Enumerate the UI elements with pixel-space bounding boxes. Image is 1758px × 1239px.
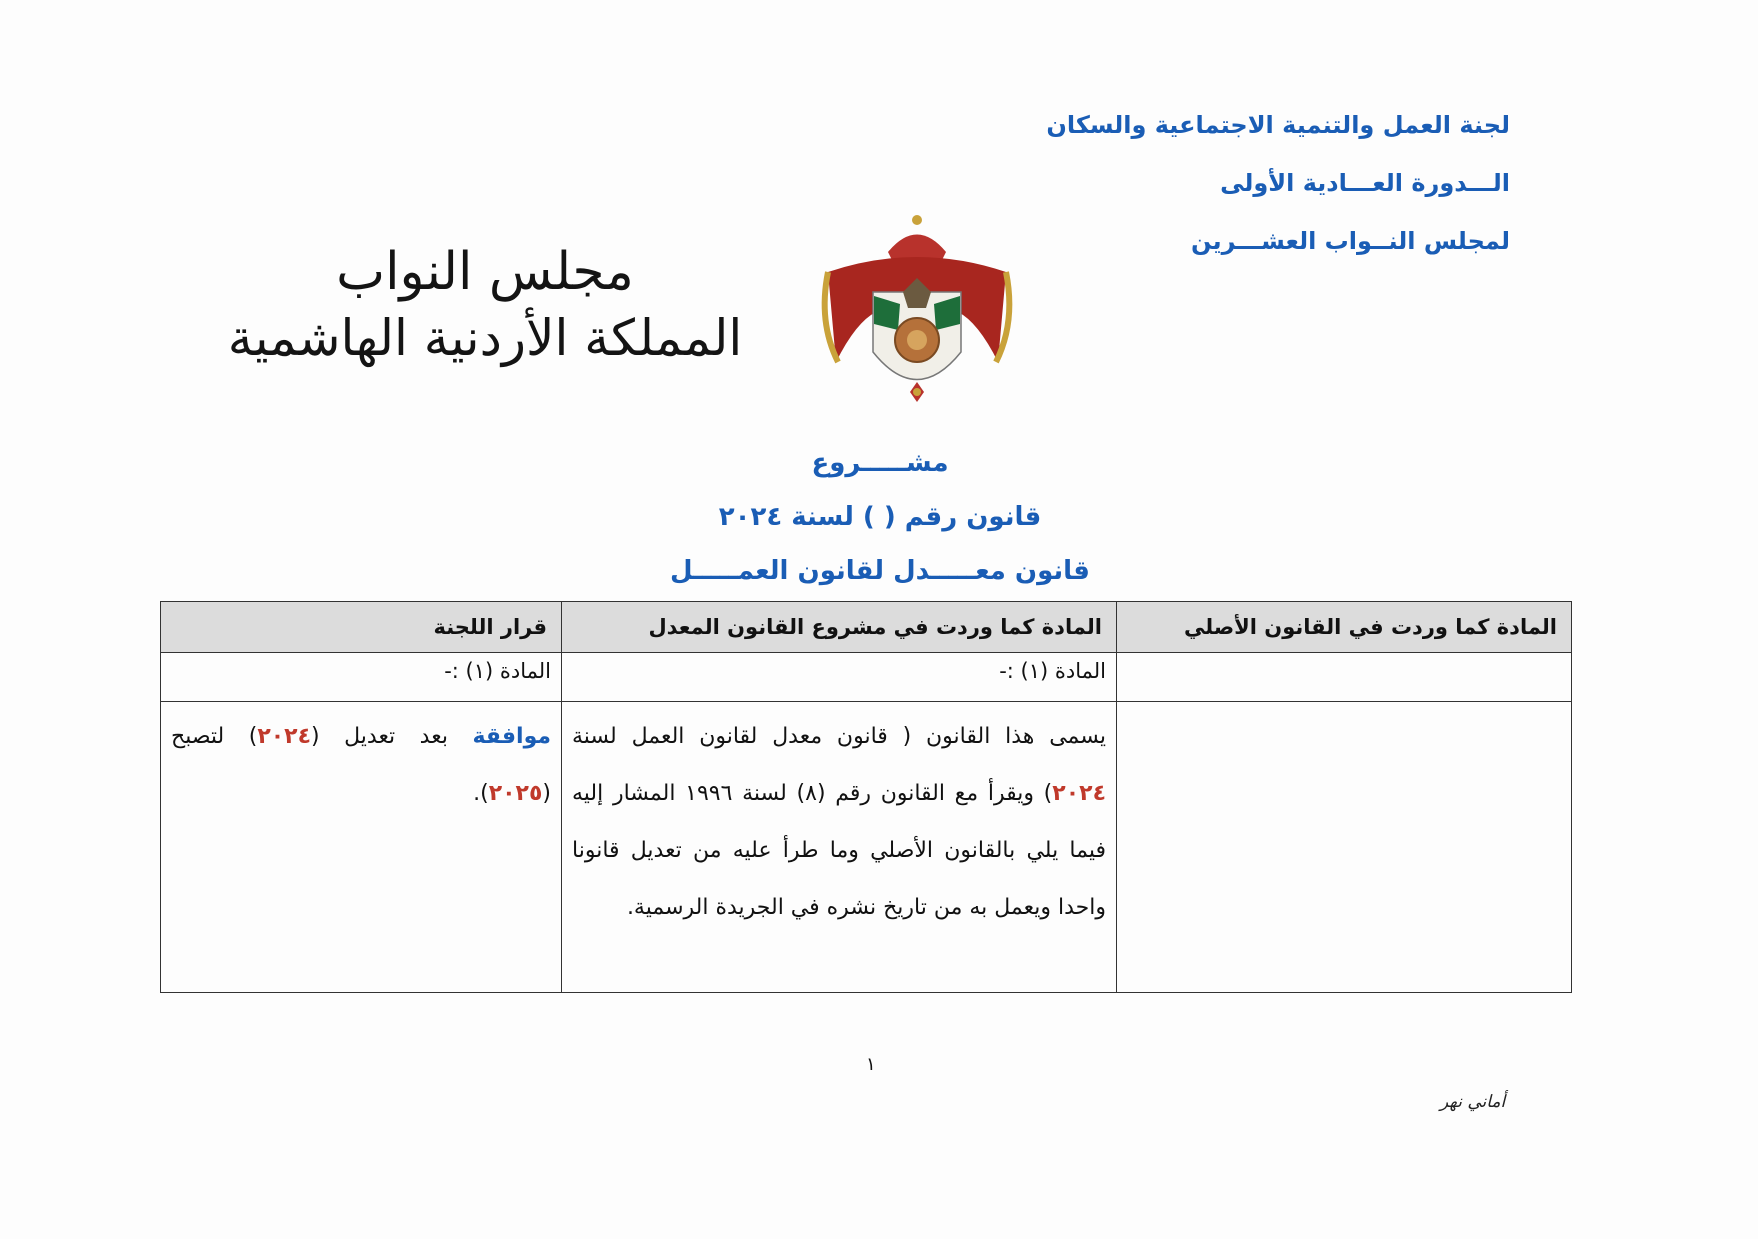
amended-article-text [572, 708, 1106, 936]
table-header-row [161, 602, 1572, 653]
parliament-title: مجلس النواب [336, 242, 634, 302]
table-row [161, 702, 1572, 993]
header-amended-article: المادة كما وردت في مشروع القانون المعدل [562, 602, 1117, 653]
amended-year: ٢٠٢٤ [1052, 781, 1106, 806]
committee-decision-text [171, 708, 551, 822]
law-number: قانون رقم ( ) لسنة ٢٠٢٤ [718, 502, 1042, 532]
committee-name: لجنة العمل والتنمية الاجتماعية والسكان [1046, 111, 1510, 139]
decision-article-label: المادة (١) :- [161, 653, 562, 702]
kingdom-title: المملكة الأردنية الهاشمية [227, 309, 743, 367]
signature: أماني نهر [1440, 1092, 1506, 1112]
approval-word: موافقة [472, 724, 551, 749]
page-number: ١ [866, 1054, 876, 1075]
draft-label: مشـــــروع [811, 448, 949, 478]
header-original-article: المادة كما وردت في القانون الأصلي [1117, 602, 1572, 653]
coat-of-arms-icon [808, 212, 1026, 420]
original-article-text-cell [1117, 702, 1572, 993]
decision-text-part: ). [473, 781, 489, 806]
table-row [161, 653, 1572, 702]
parliament-logo-text [190, 240, 780, 372]
committee-decision-cell [161, 702, 562, 993]
parliament-session: لمجلس النــواب العشـــرين [1190, 227, 1510, 255]
amended-text-part: ) ويقرأ مع القانون رقم (٨) لسنة ١٩٩٦ المشار إليه فيما يلي بالقانون الأصلي وما طرأ عليه من تعديل قانونا واحدا ويعمل به من تاريخ نشره في الجريدة الرسمية. [572, 781, 1106, 920]
original-article-label-cell [1117, 653, 1572, 702]
decision-text-part: ) لتصبح ( [171, 724, 551, 806]
document-titles [600, 436, 1160, 598]
amended-article-text-cell [562, 702, 1117, 993]
amended-article-label: المادة (١) :- [562, 653, 1117, 702]
law-comparison-table [160, 601, 1572, 993]
committee-header [950, 96, 1510, 270]
old-year: ٢٠٢٤ [257, 724, 312, 749]
session-name: الـــدورة العـــادية الأولى [1220, 169, 1510, 197]
law-title: قانون معـــــدل لقانون العمـــــل [670, 556, 1090, 586]
decision-text-part: بعد تعديل ( [311, 724, 448, 749]
header-committee-decision: قرار اللجنة [161, 602, 562, 653]
new-year: ٢٠٢٥ [488, 781, 543, 806]
amended-text-part: يسمى هذا القانون ( قانون معدل لقانون العمل لسنة [572, 724, 1106, 749]
